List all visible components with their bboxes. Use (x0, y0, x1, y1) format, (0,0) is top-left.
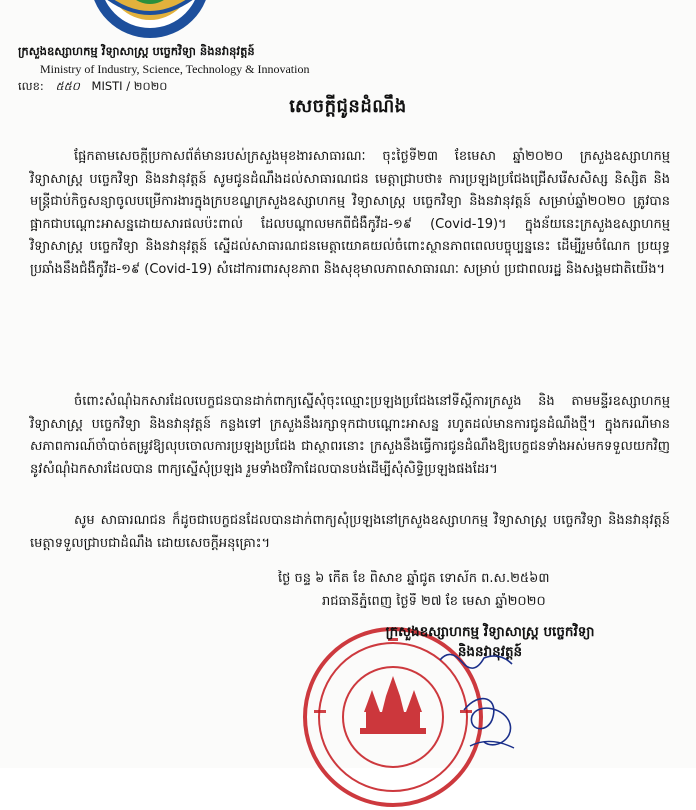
ministry-name-english: Ministry of Industry, Science, Technology & Innovation (40, 62, 310, 76)
reference-suffix: MISTI / ២០២០ (91, 79, 168, 93)
body-paragraph: ចំពោះសំណុំឯកសារដែលបេក្ខជនបានដាក់ពាក្យស្នើសុំចុះឈ្មោះប្រឡងប្រជែងនៅទីស្តីការក្រសួង និង តាមមន្ទីរឧស្សាហកម្ម វិទ្យាសាស្ត្រ បច្ចេកវិទ្យា និងនវានុវត្តន៍ កន្លងទៅ ក្រសួងនឹងរក្សាទុកជាបណ្តោះអាសន្ន រហូតដល់មានការជូនដំណឹងថ្មី។ ក្នុងករណីមានសភាពការណ៍ចាំបាច់តម្រូវឱ្យលុបចោលការប្រឡងប្រជែង ជាស្ថាពរនោះ ក្រសួងនឹងធ្វើការជូនដំណឹងឱ្យបេក្ខជនទាំងអស់មកទទួលយកវិញនូវសំណុំឯកសារដែលបាន ពាក្យស្នើសុំប្រឡង រួមទាំងថវិកាដែលបានបង់ដើម្បីសុំសិទ្ធិប្រឡងផងដែរ។ (30, 394, 670, 477)
ministry-emblem-icon (88, 0, 212, 42)
signer-line-2: និងនវានុវត្តន៍ (457, 644, 523, 660)
handwritten-signature-icon (430, 650, 540, 760)
body-paragraph: ផ្អែកតាមសេចក្តីប្រកាសព័ត៌មានរបស់ក្រសួងមុខងារសាធារណៈ ចុះថ្ងៃទី២៣ ខែមេសា ឆ្នាំ២០២០ ក្រសួងឧស្សាហកម្ម វិទ្យាសាស្ត្រ បច្ចេកវិទ្យា និងនវានុវត្តន៍ សូមជូនដំណឹងដល់សាធារណជន មេត្តាជ្រាបថា៖ ការប្រឡងប្រជែងជ្រើសរើសសិស្ស និស្សិត និងមន្ត្រីជាប់កិច្ចសន្យាចូលបម្រើការងារក្នុងក្របខណ្ឌក្រសួងឧស្សាហកម្ម វិទ្យាសាស្ត្រ បច្ចេកវិទ្យា និងនវានុវត្តន៍ សម្រាប់ឆ្នាំ២០២០ ត្រូវបានផ្អាកជាបណ្តោះអាសន្នដោយសារផលប៉ះពាល់ ដែលបណ្តាលមកពីជំងឺកូវីដ-១៩ (Covid-19)។ ក្នុងន័យនេះក្រសួងឧស្សាហកម្ម វិទ្យាសាស្ត្រ បច្ចេកវិទ្យា និងនវានុវត្តន៍ ស្នើដល់សាធារណជនមេត្តាយោគយល់ចំពោះស្ថានភាពពេលបច្ចុប្បន្ននេះ ដើម្បីរួមចំណែក ប្រយុទ្ធប្រឆាំងនឹងជំងឺកូវីដ-១៩ (Covid-19) សំដៅការពារសុខភាព និងសុខុមាលភាពសាធារណៈ សម្រាប់ ប្រជាពលរដ្ឋ និងសង្គមជាតិយើង។ (30, 149, 670, 277)
ministry-name-khmer: ក្រសួងឧស្សាហកម្ម វិទ្យាសាស្ត្រ បច្ចេកវិទ្យា និងនវានុវត្តន៍ (18, 44, 255, 58)
document-title: សេចក្តីជូនដំណឹង (289, 96, 407, 117)
reference-number: ៥៥០ (55, 79, 80, 93)
body-paragraph: សូម សាធារណជន ក៏ដូចជាបេក្ខជនដែលបានដាក់ពាក្យសុំប្រឡងនៅក្រសួងឧស្សាហកម្ម វិទ្យាសាស្ត្រ បច្ចេកវិទ្យា និងនវានុវត្តន៍ មេត្តាទទួលជ្រាបជាដំណឹង ដោយសេចក្តីអនុគ្រោះ។ (30, 513, 670, 551)
solar-date: រាជធានីភ្នំពេញ ថ្ងៃទី ២៧ ខែ មេសា ឆ្នាំ២០២០ (322, 594, 546, 609)
signer-line-1: ក្រសួងឧស្សាហកម្ម វិទ្យាសាស្ត្រ បច្ចេកវិទ្យា (385, 624, 595, 640)
reference-label: លេខ: (18, 79, 44, 93)
lunar-date: ថ្ងៃ ចន្ទ ៦ កើត ខែ ពិសាខ ឆ្នាំជូត ទោស័ក ព.ស.២៥៦៣ (278, 571, 550, 586)
